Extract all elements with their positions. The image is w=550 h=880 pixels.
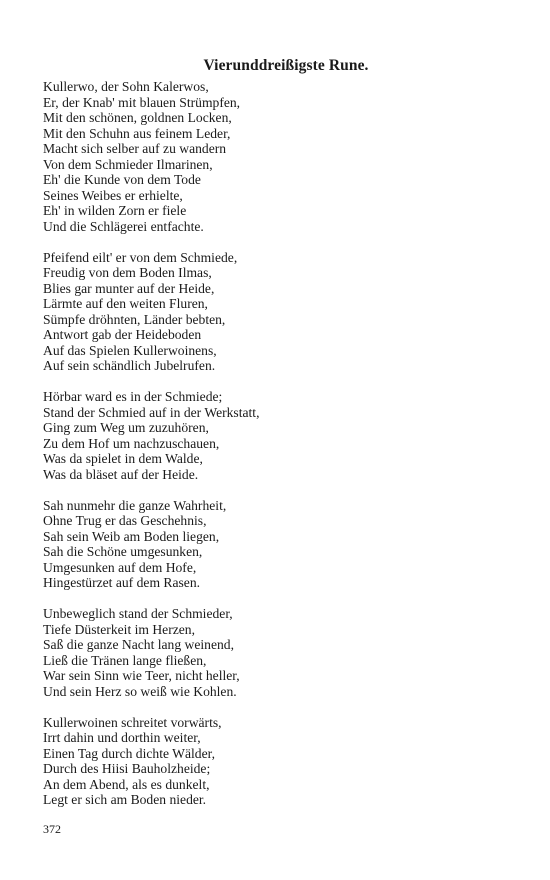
verse-line: Eh' in wilden Zorn er fiele <box>43 203 187 218</box>
verse-line: Blies gar munter auf der Heide, <box>43 280 215 296</box>
chapter-title: Vierunddreißigste Rune. <box>203 57 369 74</box>
stanza-6 <box>43 715 523 808</box>
stanza-2 <box>43 250 523 374</box>
verse-line: Legt er sich am Boden nieder. <box>43 792 207 807</box>
verse-line: Eh' die Kunde von dem Tode <box>43 172 201 187</box>
verse-line: Durch des Hiisi Bauholzheide; <box>43 761 211 776</box>
poem-body <box>43 79 523 823</box>
verse-line: Und die Schlägerei entfachte. <box>43 218 204 234</box>
stanza-3 <box>43 389 523 482</box>
stanza-5 <box>43 606 523 699</box>
verse-line: Hingestürzet auf dem Rasen. <box>43 575 201 590</box>
verse-line: Er, der Knab' mit blauen Strümpfen, <box>43 94 241 110</box>
verse-line: Zu dem Hof um nachzuschauen, <box>43 435 220 451</box>
verse-line: Unbeweglich stand der Schmieder, <box>43 606 233 621</box>
verse-line: Sah sein Weib am Boden liegen, <box>43 528 220 544</box>
verse-line: Was da bläset auf der Heide. <box>43 466 199 482</box>
verse-line: Ließ die Tränen lange fließen, <box>43 652 207 668</box>
verse-line: Einen Tag durch dichte Wälder, <box>43 745 216 761</box>
verse-line: Freudig von dem Boden Ilmas, <box>43 265 212 280</box>
page-number: 372 <box>43 822 61 836</box>
verse-line: Ohne Trug er das Geschehnis, <box>43 513 207 528</box>
verse-line: Umgesunken auf dem Hofe, <box>43 559 197 575</box>
verse-line: Mit den schönen, goldnen Locken, <box>43 110 232 125</box>
verse-line: Was da spielet in dem Walde, <box>43 451 203 466</box>
stanza-1 <box>43 79 523 234</box>
verse-line: Sah nunmehr die ganze Wahrheit, <box>43 497 227 513</box>
verse-line: Irrt dahin und dorthin weiter, <box>43 730 201 745</box>
verse-line: Macht sich selber auf zu wandern <box>43 141 227 156</box>
verse-line: Auf sein schändlich Jubelrufen. <box>43 358 216 373</box>
verse-line: Von dem Schmieder Ilmarinen, <box>43 156 213 172</box>
verse-line: Antwort gab der Heideboden <box>43 327 202 342</box>
verse-line: Und sein Herz so weiß wie Kohlen. <box>43 683 237 699</box>
verse-line: Saß die ganze Nacht lang weinend, <box>43 637 234 652</box>
verse-line: Kullerwoinen schreitet vorwärts, <box>43 714 222 730</box>
verse-line: Stand der Schmied auf in der Werkstatt, <box>43 404 260 420</box>
stanza-4 <box>43 498 523 591</box>
verse-line: An dem Abend, als es dunkelt, <box>43 776 210 792</box>
verse-line: War sein Sinn wie Teer, nicht heller, <box>43 668 240 683</box>
verse-line: Pfeifend eilt' er von dem Schmiede, <box>43 249 238 265</box>
verse-line: Hörbar ward es in der Schmiede; <box>43 389 223 404</box>
verse-line: Mit den Schuhn aus feinem Leder, <box>43 125 231 141</box>
verse-line: Tiefe Düsterkeit im Herzen, <box>43 621 196 637</box>
verse-line: Lärmte auf den weiten Fluren, <box>43 296 208 311</box>
verse-line: Auf das Spielen Kullerwoinens, <box>43 342 217 358</box>
verse-line: Sah die Schöne umgesunken, <box>43 544 203 559</box>
verse-line: Seines Weibes er erhielte, <box>43 187 183 203</box>
verse-line: Kullerwo, der Sohn Kalerwos, <box>43 79 209 94</box>
verse-line: Ging zum Weg um zuzuhören, <box>43 420 209 435</box>
verse-line: Sümpfe dröhnten, Länder bebten, <box>43 311 226 327</box>
